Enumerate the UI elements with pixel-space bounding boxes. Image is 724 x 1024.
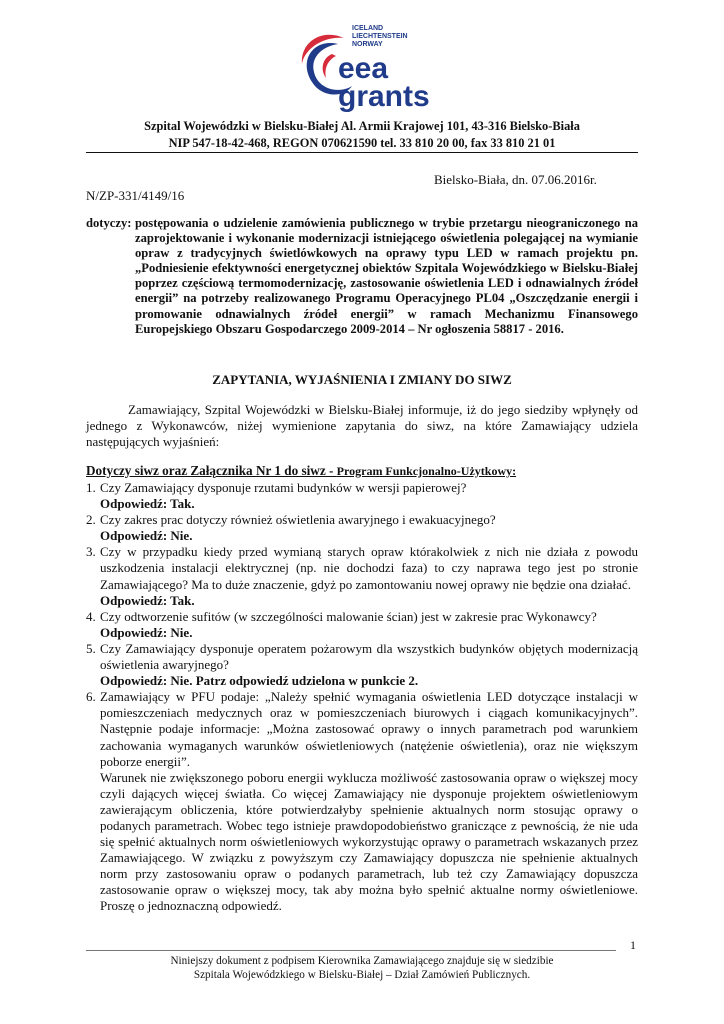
- question-text: Czy zakres prac dotyczy również oświetlenia awaryjnego i ewakuacyjnego?: [100, 512, 496, 528]
- header-address: Szpital Wojewódzki w Bielsku-Białej Al. Armii Krajowej 101, 43-316 Bielsko-Biała: [144, 119, 580, 133]
- header-contact: NIP 547-18-42-468, REGON 070621590 tel. 33 810 20 00, fax 33 810 21 01: [168, 136, 556, 150]
- footer-line-2: Szpitala Wojewódzkiego w Bielsku-Białej – Dział Zamówień Publicznych.: [193, 969, 531, 981]
- section-heading-part3: Program Funkcjonalno-Użytkowy:: [336, 464, 517, 478]
- answer-text: Odpowiedź: Tak.: [100, 496, 195, 512]
- svg-text:eea: eea: [338, 52, 389, 85]
- footer-rule: [86, 950, 616, 951]
- svg-text:ICELAND: ICELAND: [352, 25, 384, 32]
- question-item-1: [86, 480, 638, 512]
- intro-paragraph: Zamawiający, Szpital Wojewódzki w Bielsku-Białej informuje, iż do jego siedziby wpłynęły od jednego z Wykonawców, niżej wymienione zapytania do siwz, na które Zamawiający udziela następujących wyjaśnień:: [86, 402, 638, 449]
- question-text: Czy Zamawiający dysponuje operatem pożarowym dla wszystkich budynków objętych modernizacją oświetlenia awaryjnego?: [100, 640, 638, 673]
- question-number: 4.: [86, 608, 96, 624]
- question-paragraph: Zamawiający w PFU podaje: „Należy spełnić wymagania oświetlenia LED dotyczące instalacji w pomieszczeniach medycznych oraz w pomieszczeniach biurowych i ciągach komunikacyjnych”. Następnie podaje informacje: „Można zastosować oprawy o innych parametrach pod warunkiem zachowania wymaganych warunków oświetleniowych (natężenie oświetlenia), oraz nie większym poborze energii”.: [100, 689, 638, 769]
- header-rule: [86, 152, 638, 153]
- svg-text:grants: grants: [338, 80, 430, 112]
- section-heading-part2: Załącznika Nr 1 do siwz -: [190, 463, 337, 478]
- question-text: Czy Zamawiający dysponuje rzutami budynków w wersji papierowej?: [100, 480, 467, 495]
- footer-line-1: Niniejszy dokument z podpisem Kierownika Zamawiającego znajduje się w siedzibie: [170, 955, 554, 967]
- answer-text: Odpowiedź: Tak.: [100, 592, 195, 608]
- subject-text: postępowania o udzielenie zamówienia publicznego w trybie przetargu nieograniczonego na zaprojektowanie i wykonanie modernizacji istniejącego oświetlenia polegającej na wymianie opraw z tradycyjnych świetlówkowych na oprawy typu LED w ramach projektu pn. „Podniesienie efektywności energetycznej obiektów Szpitala Wojewódzkiego w Bielsku-Białej poprzez częściową termomodernizację, zastosowanie oświetlenia LED i odnawialnych źródeł energii” na potrzeby realizowanego Programu Operacyjnego PL04 „Oszczędzanie energii i promowanie odnawialnych źródeł energii” w ramach Mechanizmu Finansowego Europejskiego Obszaru Gospodarczego 2009-2014 – Nr ogłoszenia 58817 - 2016.: [135, 216, 638, 336]
- eea-grants-logo: [292, 20, 442, 112]
- reference-number: N/ZP-331/4149/16: [86, 188, 185, 203]
- section-heading: [86, 463, 516, 479]
- svg-text:NORWAY: NORWAY: [352, 41, 383, 48]
- question-item-4: [86, 609, 638, 641]
- subject-label: dotyczy:: [86, 216, 132, 230]
- question-number: 5.: [86, 640, 96, 656]
- questions-list: [86, 480, 638, 915]
- answer-text: Odpowiedź: Nie.: [100, 528, 193, 544]
- page-number: 1: [630, 938, 636, 952]
- question-number: 1.: [86, 480, 96, 495]
- question-item-2: [86, 512, 638, 544]
- document-date: Bielsko-Biała, dn. 07.06.2016r.: [434, 172, 597, 187]
- question-text: Czy odtworzenie sufitów (w szczególności malowanie ścian) jest w zakresie prac Wykonawcy?: [100, 608, 597, 624]
- section-heading-part1: Dotyczy siwz oraz: [86, 463, 191, 478]
- question-text: Czy w przypadku kiedy przed wymianą starych opraw którakolwiek z nich nie działa z powodu uszkodzenia instalacji elektrycznej (np. nie dochodzi faza) to czy naprawa tego jest po stronie Zamawiającego? Ma to duże znaczenie, gdyż po zamontowaniu nowej oprawy nie będzie ona działać.: [100, 544, 638, 592]
- answer-text: Odpowiedź: Nie.: [100, 624, 193, 640]
- question-item-6: [86, 689, 638, 914]
- question-paragraph: Warunek nie zwiększonego poboru energii wyklucza możliwość zastosowania opraw o większej mocy czyli dających więcej światła. Co więcej Zamawiający nie dysponuje projektem oświetleniowym zawierającym obliczenia, które potwierdzałyby spełnienie aktualnych norm stosując oprawy o podanych parametrach. Wobec tego istnieje prawdopodobieństwo graniczące z pewnością, że nie uda się spełnić aktualnych norm oświetleniowych wykorzystując oprawy o parametrach wskazanych przez Zamawiającego. W związku z powyższym czy Zamawiający dopuszcza nie spełnienie aktualnych norm przy zastosowaniu opraw o podanych parametrach, lub też czy Zamawiający dopuszcza zastosowanie opraw o większej mocy, tak aby można było spełnić aktualne normy oświetleniowe. Proszę o jednoznaczną odpowiedź.: [100, 769, 638, 914]
- question-number: 2.: [86, 512, 96, 528]
- eea-grants-logo-graphic: [292, 20, 442, 112]
- question-item-3: [86, 544, 638, 608]
- answer-text: Odpowiedź: Nie. Patrz odpowiedź udzielona w punkcie 2.: [100, 673, 419, 689]
- question-item-5: [86, 641, 638, 689]
- document-title: ZAPYTANIA, WYJAŚNIENIA I ZMIANY DO SIWZ: [212, 372, 512, 387]
- svg-text:LIECHTENSTEIN: LIECHTENSTEIN: [352, 33, 408, 40]
- question-number: 3.: [86, 544, 96, 560]
- question-number: 6.: [86, 689, 96, 705]
